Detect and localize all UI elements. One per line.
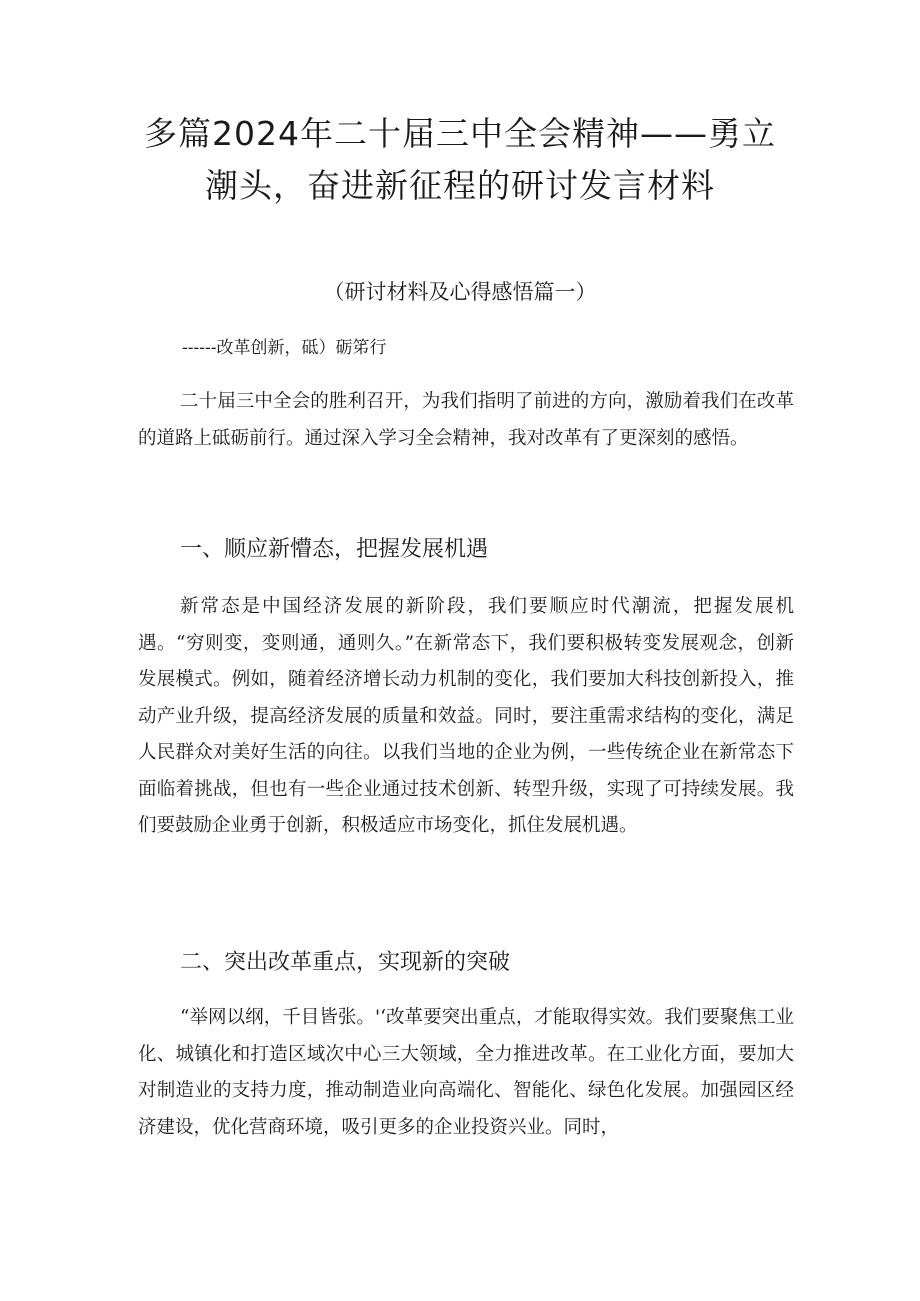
document-title: 多篇2024年二十届三中全会精神——勇立潮头，奋进新征程的研讨发言材料 <box>144 114 776 205</box>
section-heading-1: 一、顺应新懵态，把握发展机遇 <box>180 537 489 562</box>
section-body-2: “举网以纲，千目皆张。'‘改革要突出重点，才能取得实效。我们要聚焦工业化、城镇化和打造区域次中心三大领域，全力推进改革。在工业化方面，要加大对制造业的支持力度，推动制造业向高端化、智能化、绿色化发展。加强园区经济建设，优化营商环境，吸引更多的企业投资兴业。同时， <box>138 1007 794 1138</box>
intro-paragraph: 二十届三中全会的胜利召开，为我们指明了前进的方向，激励着我们在改革的道路上砥砺前行。通过深入学习全会精神，我对改革有了更深刻的感悟。 <box>138 391 794 449</box>
section-body-1: 新常态是中国经济发展的新阶段，我们要顺应时代潮流，把握发展机遇。“穷则变，变则通，通则久。”在新常态下，我们要积极转变发展观念，创新发展模式。例如，随着经济增长动力机制的变化，我们要加大科技创新投入，推动产业升级，提高经济发展的质量和效益。同时，要注重需求结构的变化，满足人民群众对美好生活的向往。以我们当地的企业为例，一些传统企业在新常态下面临着挑战，但也有一些企业通过技术创新、转型升级，实现了可持续发展。我们要鼓励企业勇于创新，积极适应市场变化，抓住发展机遇。 <box>138 596 794 836</box>
document-tagline: ------改革创新，砥）砺笫行 <box>182 338 387 358</box>
section-heading-2: 二、突出改革重点，实现新的突破 <box>180 950 511 975</box>
document-subtitle: （研讨材料及心得感悟篇一） <box>323 280 597 304</box>
